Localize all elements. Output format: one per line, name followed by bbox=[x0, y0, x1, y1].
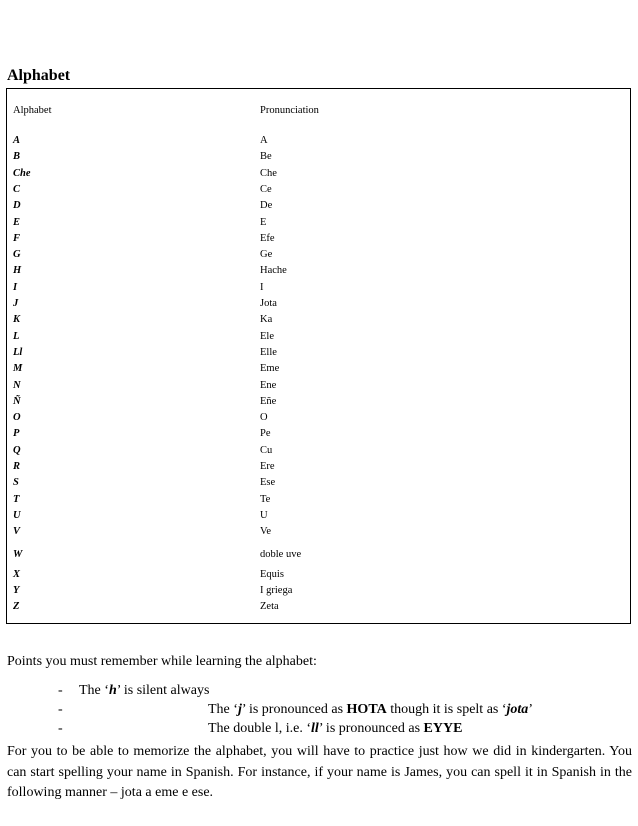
bullet-dash: - bbox=[58, 683, 63, 698]
pronunciation-cell: Elle bbox=[260, 346, 277, 358]
pronunciation-cell: Efe bbox=[260, 232, 275, 244]
pronunciation-cell: doble uve bbox=[260, 548, 302, 560]
pronunciation-cell: Ge bbox=[260, 249, 273, 261]
alphabet-table bbox=[6, 88, 631, 624]
pronunciation-cell: O bbox=[260, 412, 268, 424]
letter-cell: I bbox=[13, 281, 18, 293]
table-row bbox=[7, 345, 630, 361]
letter-cell: Z bbox=[13, 601, 20, 613]
table-row bbox=[7, 166, 630, 182]
letter-cell: Ll bbox=[13, 346, 23, 358]
letter-cell: K bbox=[13, 314, 21, 326]
letter-cell: M bbox=[13, 363, 23, 375]
pronunciation-cell: Ene bbox=[260, 379, 277, 391]
table-row bbox=[7, 524, 630, 540]
pronunciation-cell: Pe bbox=[260, 428, 271, 440]
table-row bbox=[7, 459, 630, 475]
pronunciation-cell: Te bbox=[260, 493, 271, 505]
letter-cell: A bbox=[13, 135, 21, 146]
table-row bbox=[7, 361, 630, 377]
table-row bbox=[7, 567, 630, 583]
pronunciation-cell: Hache bbox=[260, 265, 287, 277]
pronunciation-cell: Ce bbox=[260, 183, 272, 195]
points-intro: Points you must remember while learning the alphabet: bbox=[7, 654, 317, 669]
pronunciation-cell: Ere bbox=[260, 461, 275, 472]
table-row bbox=[7, 133, 630, 149]
pronunciation-cell: Ele bbox=[260, 330, 274, 342]
table-row bbox=[7, 508, 630, 524]
pronunciation-cell: Cu bbox=[260, 444, 273, 456]
letter-cell: Y bbox=[13, 585, 20, 597]
pronunciation-cell: E bbox=[260, 216, 267, 228]
letter-cell: Q bbox=[13, 444, 21, 456]
letter-cell: T bbox=[13, 493, 20, 505]
pronunciation-cell: Eñe bbox=[260, 395, 277, 407]
body-paragraph: For you to be able to memorize the alphabet, you will have to practice just how we did in kindergarten. You can start spelling your name in Spanish. For instance, if your name is James, you can spell it in Spanish in the following manner – jota a eme e ese. bbox=[7, 744, 632, 800]
table-row bbox=[7, 231, 630, 247]
table-row bbox=[7, 547, 630, 563]
letter-cell: E bbox=[13, 216, 21, 228]
pronunciation-cell: A bbox=[260, 135, 268, 146]
table-row bbox=[7, 426, 630, 442]
bullet-item-ll-pronunciation: The double l, i.e. ‘ll’ is pronounced as EYYE bbox=[208, 721, 463, 736]
table-row bbox=[7, 410, 630, 426]
pronunciation-cell: De bbox=[260, 200, 273, 212]
letter-cell: G bbox=[13, 249, 21, 261]
letter-cell: C bbox=[13, 183, 21, 195]
letter-cell: P bbox=[13, 428, 20, 440]
bullet-item-j-pronunciation: The ‘j’ is pronounced as HOTA though it is spelt as ‘jota’ bbox=[208, 702, 533, 717]
letter-cell: S bbox=[13, 477, 19, 489]
bullet-dash: - bbox=[58, 721, 63, 736]
letter-cell: Che bbox=[13, 167, 31, 179]
table-row bbox=[7, 492, 630, 508]
letter-cell: H bbox=[13, 265, 22, 277]
table-row bbox=[7, 280, 630, 296]
pronunciation-cell: Che bbox=[260, 167, 277, 179]
letter-cell: X bbox=[13, 568, 21, 580]
table-row bbox=[7, 443, 630, 459]
pronunciation-cell: I bbox=[260, 281, 264, 293]
table-row bbox=[7, 329, 630, 345]
table-row bbox=[7, 378, 630, 394]
pronunciation-cell: Be bbox=[260, 151, 272, 163]
table-row bbox=[7, 599, 630, 615]
letter-cell: F bbox=[13, 232, 21, 244]
letter-cell: R bbox=[13, 461, 21, 472]
pronunciation-cell: Ve bbox=[260, 526, 272, 538]
table-row bbox=[7, 394, 630, 410]
letter-cell: Ñ bbox=[13, 395, 21, 407]
column-header-pronunciation: Pronunciation bbox=[260, 105, 319, 116]
page-title: Alphabet bbox=[7, 67, 71, 84]
table-row bbox=[7, 198, 630, 214]
letter-cell: U bbox=[13, 509, 21, 521]
table-row bbox=[7, 583, 630, 599]
pronunciation-cell: Eme bbox=[260, 363, 280, 375]
table-row bbox=[7, 263, 630, 279]
pronunciation-cell: Equis bbox=[260, 568, 284, 580]
table-row bbox=[7, 149, 630, 165]
pronunciation-cell: U bbox=[260, 509, 268, 521]
letter-cell: J bbox=[13, 298, 19, 309]
pronunciation-cell: Ese bbox=[260, 477, 276, 489]
letter-cell: V bbox=[13, 526, 21, 538]
table-row bbox=[7, 247, 630, 263]
letter-cell: W bbox=[13, 548, 23, 560]
bullet-item-h-silent: The ‘h’ is silent always bbox=[79, 683, 210, 698]
pronunciation-cell: I griega bbox=[260, 585, 293, 597]
table-row bbox=[7, 312, 630, 328]
table-row bbox=[7, 475, 630, 491]
table-row bbox=[7, 215, 630, 231]
pronunciation-cell: Zeta bbox=[260, 601, 279, 613]
letter-cell: N bbox=[13, 379, 21, 391]
letter-cell: B bbox=[13, 151, 21, 163]
pronunciation-cell: Ka bbox=[260, 314, 273, 326]
column-header-alphabet: Alphabet bbox=[13, 105, 52, 116]
letter-cell: D bbox=[13, 200, 21, 212]
table-row bbox=[7, 182, 630, 198]
table-row bbox=[7, 296, 630, 312]
letter-cell: L bbox=[13, 330, 20, 342]
bullet-dash: - bbox=[58, 702, 63, 717]
pronunciation-cell: Jota bbox=[260, 298, 277, 309]
letter-cell: O bbox=[13, 412, 21, 424]
